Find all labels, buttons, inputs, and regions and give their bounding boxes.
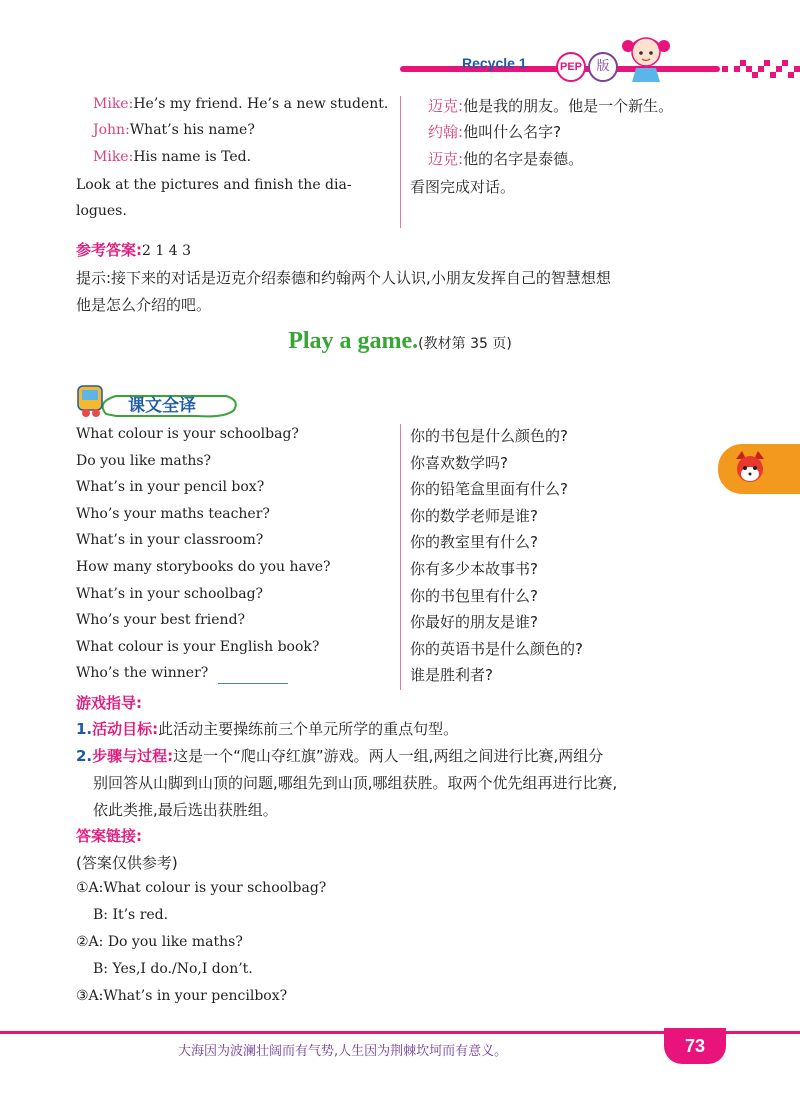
- question-zh: 你的书包里有什么?: [410, 586, 538, 605]
- pep-logo: PEP: [556, 52, 586, 82]
- dialogue-line-3-zh: 迈克:他的名字是泰德。: [428, 150, 584, 168]
- question-zh: 你的铅笔盒里面有什么?: [410, 480, 568, 499]
- dialogue-line-2-en: John:What’s his name?: [93, 122, 255, 138]
- guide-title: 游戏指导:: [76, 694, 142, 712]
- guide-item-2-line-3: 依此类推,最后选出获胜组。: [93, 801, 278, 819]
- answers-note: (答案仅供参考): [76, 854, 178, 872]
- question-zh: 你的数学老师是谁?: [410, 506, 538, 525]
- column-divider: [400, 96, 401, 228]
- hint-line-2: 他是怎么介绍的吧。: [76, 296, 212, 314]
- header-unit-label: Recycle 1: [462, 55, 527, 71]
- answer-line-4: B: Yes,I do./No,I don’t.: [93, 961, 253, 977]
- answer-blank: [218, 683, 288, 684]
- edition-logo: 版: [588, 52, 618, 82]
- guide-item-2: 2.步骤与过程:这是一个“爬山夺红旗”游戏。两人一组,两组之间进行比赛,两组分: [76, 747, 604, 765]
- question-en: Who’s your maths teacher?: [76, 505, 270, 522]
- question-en: What’s in your pencil box?: [76, 479, 265, 496]
- question-en: Who’s your best friend?: [76, 612, 246, 629]
- instruction-en-2: logues.: [76, 203, 127, 219]
- question-zh: 你的英语书是什么颜色的?: [410, 639, 583, 658]
- dialogue-line-1-zh: 迈克:他是我的朋友。他是一个新生。: [428, 97, 674, 115]
- answers-title: 答案链接:: [76, 827, 142, 845]
- header-checker-pattern: [722, 58, 800, 80]
- question-zh: 你的教室里有什么?: [410, 533, 538, 552]
- section-title: Play a game.(教材第 35 页): [288, 328, 512, 354]
- question-en: What colour is your schoolbag?: [76, 426, 299, 442]
- question-en: How many storybooks do you have?: [76, 559, 331, 575]
- instruction-en-1: Look at the pictures and finish the dia-: [76, 177, 352, 193]
- question-zh: 你最好的朋友是谁?: [410, 613, 538, 632]
- answer-ref: 参考答案:2 1 4 3: [76, 241, 191, 259]
- page-number: 73: [664, 1028, 726, 1064]
- answer-line-3: ②A: Do you like maths?: [76, 934, 243, 950]
- answer-line-5: ③A:What’s in your pencilbox?: [76, 988, 288, 1004]
- guide-item-2-line-2: 别回答从山脚到山顶的问题,哪组先到山顶,哪组获胜。取两个优先组再进行比赛,: [93, 774, 618, 792]
- question-en: What’s in your classroom?: [76, 532, 264, 549]
- hint-line-1: 提示:接下来的对话是迈克介绍泰德和约翰两个人认识,小朋友发挥自己的智慧想想: [76, 269, 611, 287]
- column-divider-2: [400, 424, 401, 690]
- question-zh: 谁是胜利者?: [410, 666, 493, 685]
- question-en: Who’s the winner?: [76, 665, 209, 682]
- dialogue-line-3-en: Mike:His name is Ted.: [93, 149, 252, 165]
- dialogue-line-1-en: Mike:He’s my friend. He’s a new student.: [93, 96, 389, 112]
- guide-item-1: 1.活动目标:此活动主要操练前三个单元所学的重点句型。: [76, 720, 459, 738]
- question-zh: 你喜欢数学吗?: [410, 453, 508, 472]
- badge-text: 课文全译: [128, 396, 196, 416]
- cartoon-girl-icon: [618, 28, 672, 84]
- answer-line-2: B: It’s red.: [93, 907, 169, 923]
- question-en: What colour is your English book?: [76, 638, 320, 655]
- question-zh: 你的书包是什么颜色的?: [410, 427, 568, 445]
- side-tab: [718, 444, 800, 494]
- question-zh: 你有多少本故事书?: [410, 560, 538, 578]
- translation-badge: [76, 380, 240, 420]
- question-en: What’s in your schoolbag?: [76, 585, 264, 602]
- dialogue-line-2-zh: 约翰:他叫什么名字?: [428, 123, 562, 141]
- question-en: Do you like maths?: [76, 452, 212, 469]
- instruction-zh: 看图完成对话。: [410, 178, 516, 196]
- footer-motto: 大海因为波澜壮阔而有气势,人生因为荆棘坎坷而有意义。: [178, 1044, 508, 1059]
- answer-line-1: ①A:What colour is your schoolbag?: [76, 880, 327, 896]
- fox-mascot-icon: [730, 449, 770, 489]
